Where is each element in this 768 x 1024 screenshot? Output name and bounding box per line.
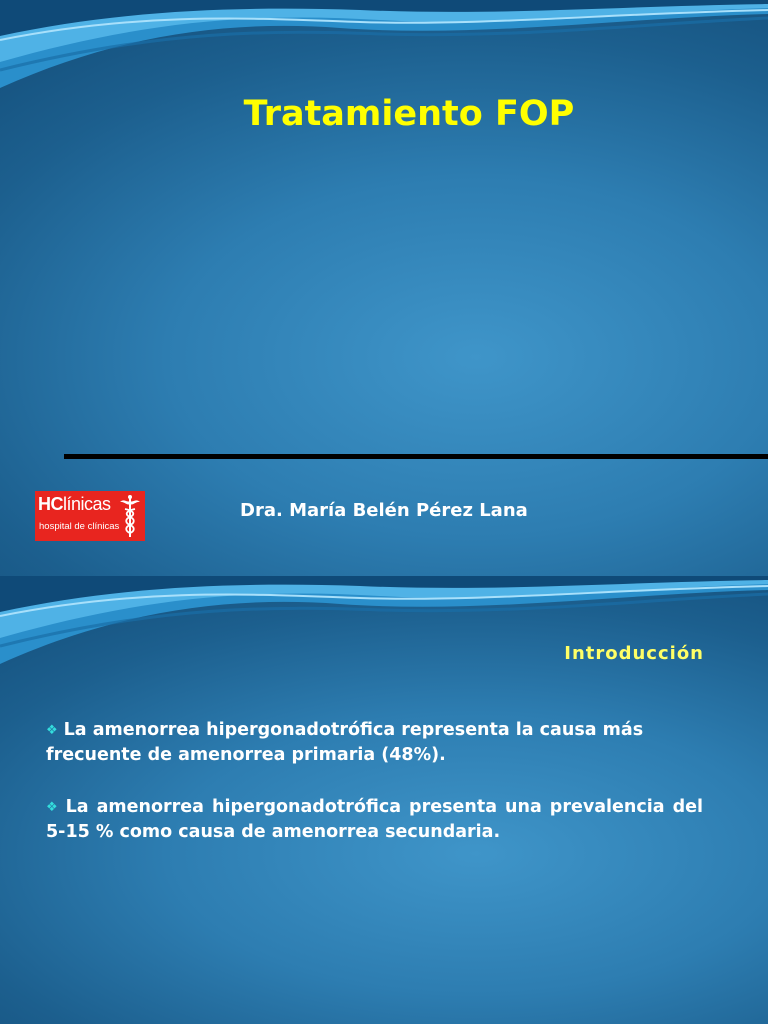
bullet-text: La amenorrea hipergonadotrófica representa la causa más frecuente de amenorrea primaria (48%).: [46, 720, 644, 765]
introduction-slide: [0, 576, 768, 1024]
slide-title: Tratamiento FOP: [243, 94, 575, 134]
caduceus-icon: [119, 493, 141, 539]
bullet-item: [46, 718, 703, 767]
diamond-bullet-icon: ❖: [46, 800, 60, 815]
header-wave-decoration: [0, 0, 768, 95]
bullet-text: La amenorrea hipergonadotrófica presenta una prevalencia del 5-15 % como causa de amenorrea secundaria.: [46, 797, 703, 842]
hospital-logo: [35, 491, 145, 541]
bullet-item: [46, 795, 703, 844]
logo-subtitle: hospital de clínicas: [39, 521, 120, 532]
author-name: Dra. María Belén Pérez Lana: [240, 500, 528, 521]
diamond-bullet-icon: ❖: [46, 723, 58, 738]
logo-brand: HClínicas: [38, 494, 111, 514]
divider-line: [64, 454, 768, 459]
section-title: Introducción: [564, 643, 704, 664]
bullet-list: [46, 718, 703, 872]
